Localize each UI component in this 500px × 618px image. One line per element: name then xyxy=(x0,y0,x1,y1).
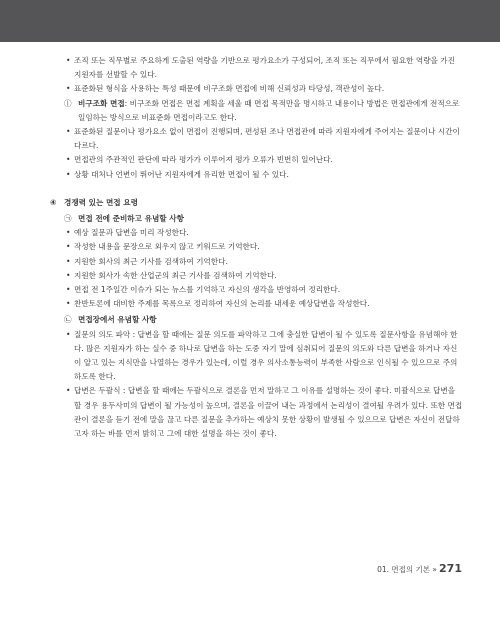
during-bullet-1: • 질문의 의도 파악 : 답변을 할 때에는 질문 의도를 파악하고 그에 충실한 답변이 될 수 있도록 질문사항을 유념해야 한다. 많은 지원자가 하는 실수 중 하나로 답변을 하는 도중 자기 말에 심취되어 질문의 의도와 다른 답변을 하거나 자신이 알고 있는 지식만을 나열하는 경우가 있는데, 이럴 경우 의사소통능력이 부족한 사람으로 인식될 수 있으므로 주의하도록 한다. xyxy=(64,328,464,385)
section-heading xyxy=(50,196,464,210)
before-bullet-6: • 찬반토론에 대비한 주제를 목록으로 정리하여 자신의 논리를 내세운 예상답변을 작성한다. xyxy=(64,297,464,311)
before-bullet-2: • 작성한 내용을 문장으로 외우지 않고 키워드로 기억한다. xyxy=(64,240,464,254)
during-interview-heading xyxy=(64,313,464,327)
intro-bullet-2: • 표준화된 형식을 사용하는 특성 때문에 비구조화 면접에 비해 신뢰성과 타당성, 객관성이 높다. xyxy=(64,82,464,96)
before-bullet-5: • 면접 전 1주일간 이슈가 되는 뉴스를 기억하고 자신의 생각을 반영하여 정리한다. xyxy=(64,283,464,297)
unstructured-number: ⓛ xyxy=(64,98,72,108)
intro-bullet-1: • 조직 또는 직무별로 주요하게 도출된 역량을 기반으로 평가요소가 구성되어, 조직 또는 직무에서 필요한 역량을 가진 지원자를 선발할 수 있다. xyxy=(64,54,464,82)
during-title: 면접장에서 유념할 사항 xyxy=(78,315,157,325)
unstructured-bullet-1: • 표준화된 질문이나 평가요소 없이 면접이 진행되며, 편성된 조나 면접관에 따라 지원자에게 주어지는 질문이나 시간이 다르다. xyxy=(64,125,464,153)
page-footer xyxy=(377,562,462,575)
page-body xyxy=(50,54,464,441)
before-bullet-3: • 지원한 회사의 최근 기사를 검색하여 기억한다. xyxy=(64,255,464,269)
chapter-label: 01. 면접의 기본 » xyxy=(377,565,438,574)
header-bar xyxy=(0,0,500,42)
unstructured-term: 비구조화 면접 xyxy=(78,98,125,108)
before-number: ㉠ xyxy=(64,214,72,224)
before-bullet-4: • 지원한 회사가 속한 산업군의 최근 기사를 검색하여 기억한다. xyxy=(64,269,464,283)
unstructured-bullet-2: • 면접관의 주관적인 판단에 따라 평가가 이루어져 평가 오류가 빈번히 일어난다. xyxy=(64,153,464,167)
before-title: 면접 전에 준비하고 유념할 사항 xyxy=(78,214,184,224)
during-number: ㉡ xyxy=(64,315,72,325)
before-interview-heading xyxy=(64,212,464,226)
section-title: 경쟁력 있는 면접 요령 xyxy=(64,197,138,207)
page-number: 271 xyxy=(439,562,462,575)
during-bullet-2: • 답변은 두괄식 : 답변을 할 때에는 두괄식으로 결론을 먼저 말하고 그 이유를 설명하는 것이 좋다. 미괄식으로 답변을 할 경우 용두사미의 답변이 될 가능성이 높으며, 결론을 이끌어 내는 과정에서 논리성이 결여될 우려가 있다. 또한 면접관이 결론을 듣기 전에 말을 끊고 다른 질문을 추가하는 예상치 못한 상황이 발생될 수 있으므로 답변은 자신이 전달하고자 하는 바를 먼저 밝히고 그에 대한 설명을 하는 것이 좋다. xyxy=(64,384,464,441)
unstructured-bullet-3: • 상황 대처나 언변이 뛰어난 지원자에게 유리한 면접이 될 수 있다. xyxy=(64,168,464,182)
unstructured-interview-definition xyxy=(64,97,464,125)
section-number: ④ xyxy=(50,197,57,207)
unstructured-text: : 비구조화 면접은 면접 계획을 세울 때 면접 목적만을 명시하고 내용이나 방법은 면접관에게 전적으로 일임하는 방식으로 비표준화 면접이라고도 한다. xyxy=(78,98,460,122)
before-bullet-1: • 예상 질문과 답변을 미리 작성한다. xyxy=(64,226,464,240)
